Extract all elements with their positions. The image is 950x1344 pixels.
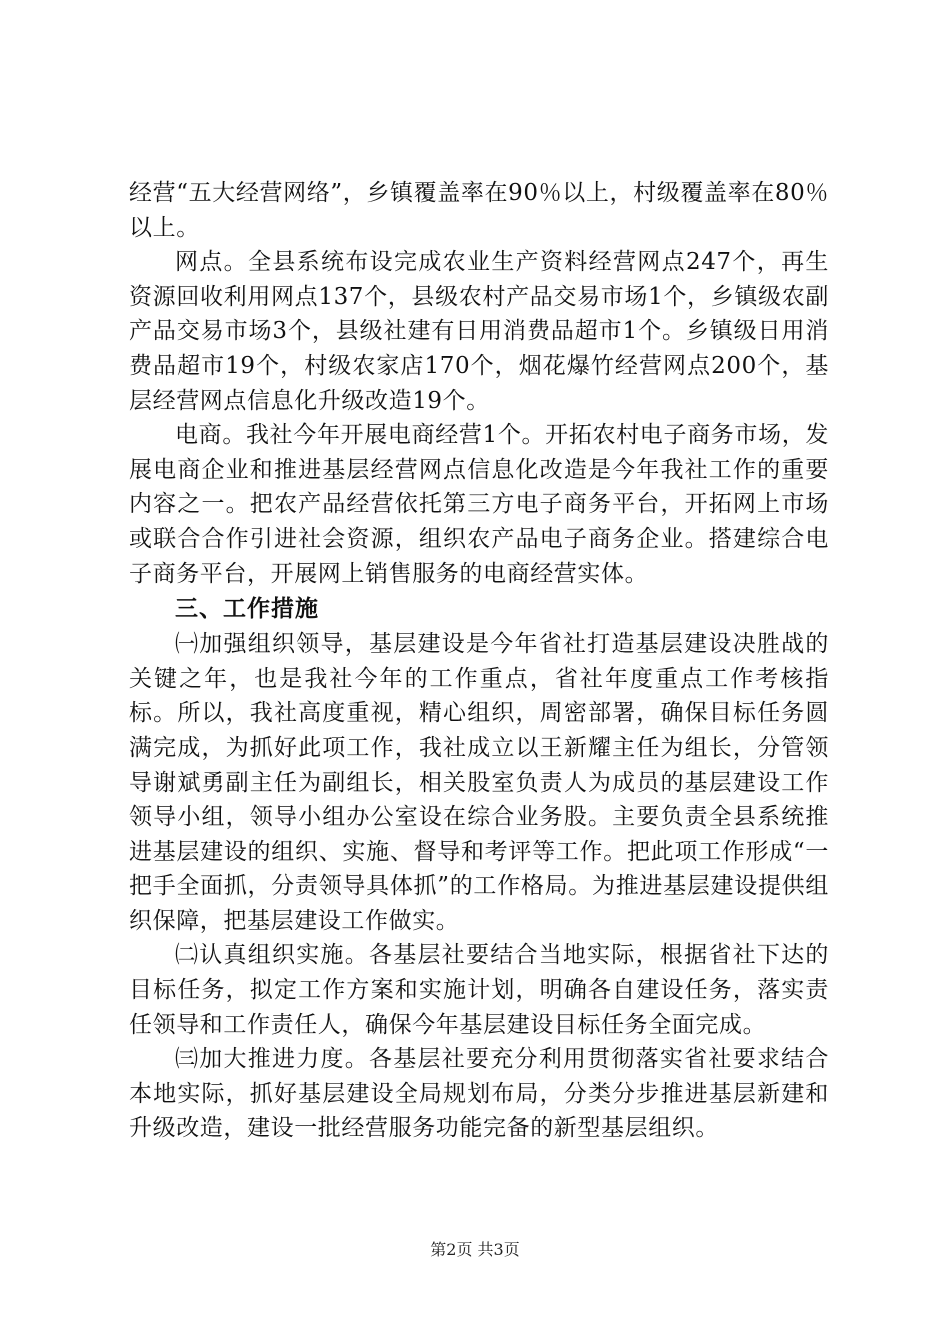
- page-number: 第2页 共3页: [430, 1240, 520, 1259]
- document-body: [129, 176, 829, 1146]
- paragraph-outlets: 网点。全县系统布设完成农业生产资料经营网点247个，再生资源回收利用网点137个，县级农村产品交易市场1个，乡镇级农副产品交易市场3个，县级社建有日用消费品超市1个。乡镇级日用消费品超市19个，村级农家店170个，烟花爆竹经营网点200个，基层经营网点信息化升级改造19个。: [129, 249, 829, 414]
- paragraph-ecommerce: 电商。我社今年开展电商经营1个。开拓农村电子商务市场，发展电商企业和推进基层经营网点信息化改造是今年我社工作的重要内容之一。把农产品经营依托第三方电子商务平台，开拓网上市场或联合合作引进社会资源，组织农产品电子商务企业。搭建综合电子商务平台，开展网上销售服务的电商经营实体。: [129, 422, 829, 587]
- paragraph-measure-1: ㈠加强组织领导，基层建设是今年省社打造基层建设决胜战的关键之年，也是我社今年的工作重点，省社年度重点工作考核指标。所以，我社高度重视，精心组织，周密部署，确保目标任务圆满完成，为抓好此项工作，我社成立以王新耀主任为组长，分管领导谢斌勇副主任为副组长，相关股室负责人为成员的基层建设工作领导小组，领导小组办公室设在综合业务股。主要负责全县系统推进基层建设的组织、实施、督导和考评等工作。把此项工作形成“一把手全面抓，分责领导具体抓”的工作格局。为推进基层建设提供组织保障，把基层建设工作做实。: [129, 631, 829, 934]
- paragraph-measure-2: ㈡认真组织实施。各基层社要结合当地实际，根据省社下达的目标任务，拟定工作方案和实施计划，明确各自建设任务，落实责任领导和工作责任人，确保今年基层建设目标任务全面完成。: [129, 942, 829, 1038]
- paragraph-measure-3: ㈢加大推进力度。各基层社要充分利用贯彻落实省社要求结合本地实际，抓好基层建设全局规划布局，分类分步推进基层新建和升级改造，建设一批经营服务功能完备的新型基层组织。: [129, 1046, 829, 1142]
- section-heading: 三、工作措施: [175, 596, 319, 623]
- paragraph-coverage: 经营“五大经营网络”，乡镇覆盖率在90％以上，村级覆盖率在80％以上。: [129, 180, 829, 241]
